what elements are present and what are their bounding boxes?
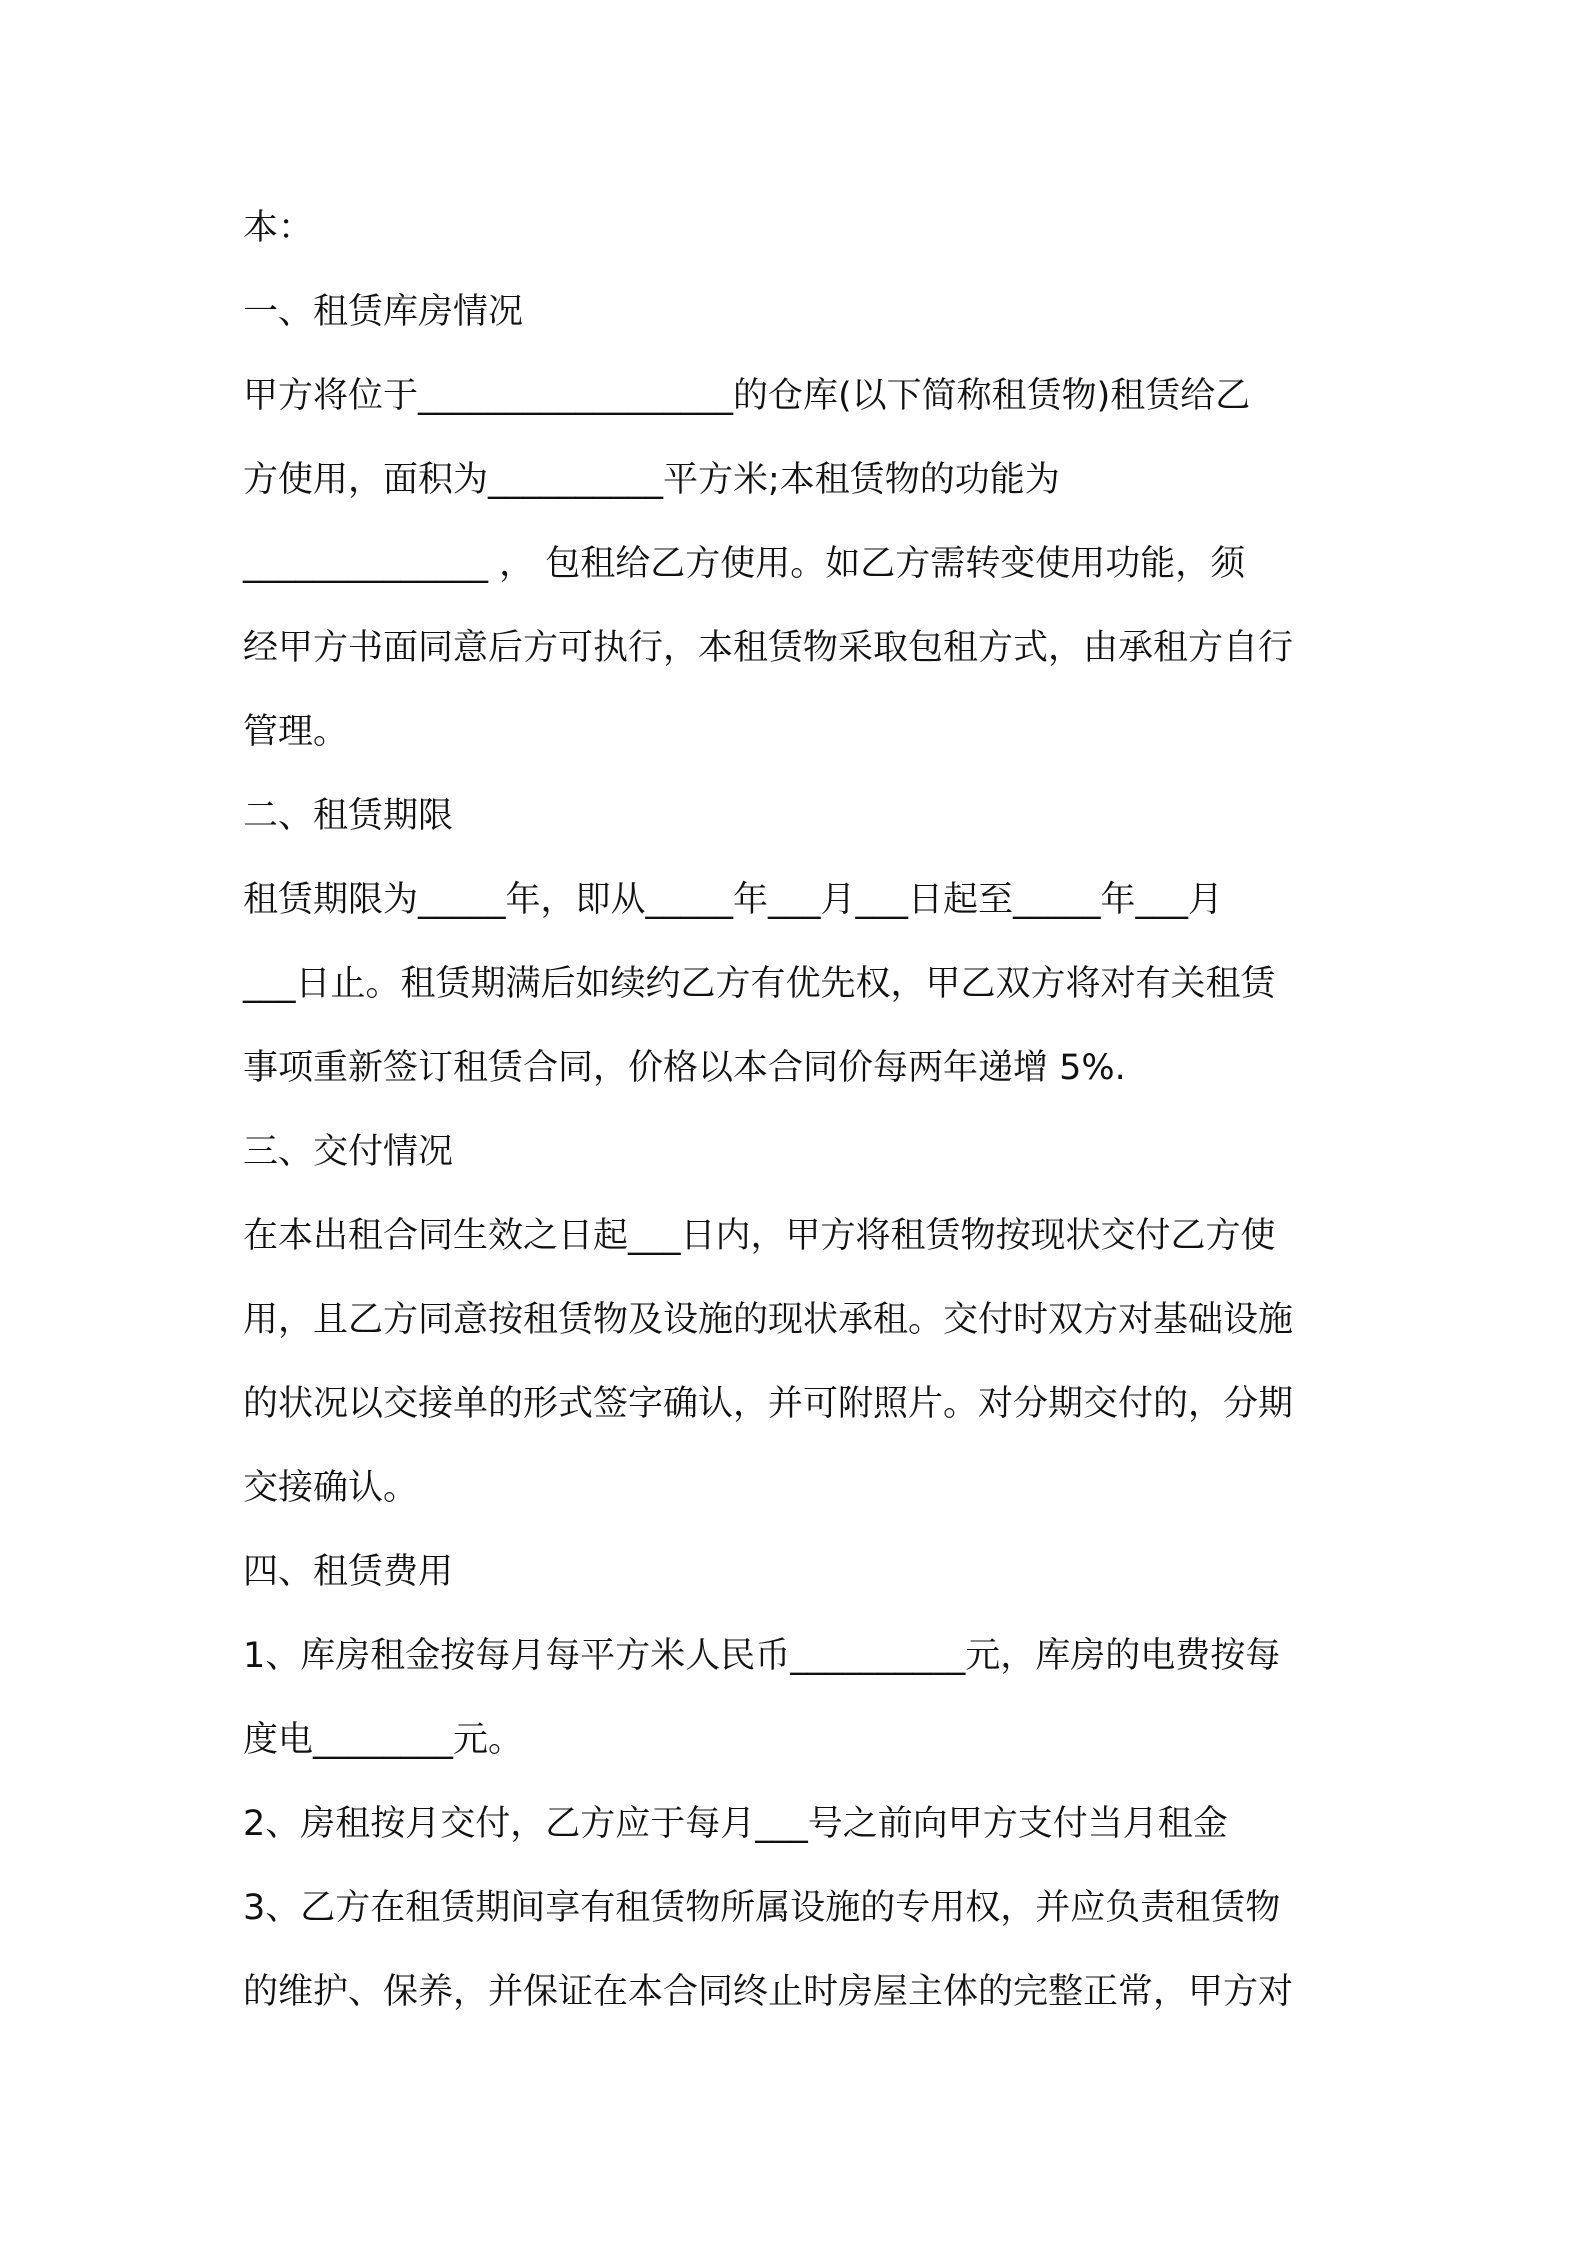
paragraph-line: ______________ ， 包租给乙方使用。如乙方需转变使用功能，须 — [243, 544, 1246, 584]
section-heading-delivery: 三、交付情况 — [243, 1132, 454, 1172]
section-heading-fees: 四、租赁费用 — [243, 1552, 454, 1592]
paragraph-line: 交接确认。 — [243, 1468, 419, 1508]
paragraph-line: 3、乙方在租赁期间享有租赁物所属设施的专用权，并应负责租赁物 — [243, 1888, 1281, 1928]
paragraph-line: 租赁期限为_____年，即从_____年___月___日起至_____年___月 — [243, 880, 1224, 920]
paragraph-line: 的状况以交接单的形式签字确认，并可附照片。对分期交付的，分期 — [243, 1384, 1294, 1424]
paragraph-line: 在本出租合同生效之日起___日内，甲方将租赁物按现状交付乙方使 — [243, 1216, 1276, 1256]
section-heading-term: 二、租赁期限 — [243, 796, 454, 836]
section-heading-warehouse: 一、租赁库房情况 — [243, 292, 524, 332]
paragraph-line: 甲方将位于__________________的仓库(以下简称租赁物)租赁给乙 — [243, 376, 1251, 416]
paragraph-line: 1、库房租金按每月每平方米人民币__________元，库房的电费按每 — [243, 1636, 1281, 1676]
paragraph-line: 的维护、保养，并保证在本合同终止时房屋主体的完整正常，甲方对 — [243, 1972, 1294, 2012]
paragraph-line: 管理。 — [243, 712, 349, 752]
paragraph-line: ___日止。租赁期满后如续约乙方有优先权，甲乙双方将对有关租赁 — [243, 964, 1276, 1004]
paragraph-line: 用，且乙方同意按租赁物及设施的现状承租。交付时双方对基础设施 — [243, 1300, 1294, 1340]
paragraph-line: 事项重新签订租赁合同，价格以本合同价每两年递增 5%. — [243, 1048, 1126, 1088]
text-line-prefix: 本： — [243, 208, 314, 248]
paragraph-line: 经甲方书面同意后方可执行，本租赁物采取包租方式，由承租方自行 — [243, 628, 1294, 668]
paragraph-line: 方使用，面积为__________平方米;本租赁物的功能为 — [243, 460, 1060, 500]
paragraph-line: 度电________元。 — [243, 1720, 524, 1760]
paragraph-line: 2、房租按月交付，乙方应于每月___号之前向甲方支付当月租金 — [243, 1804, 1228, 1844]
